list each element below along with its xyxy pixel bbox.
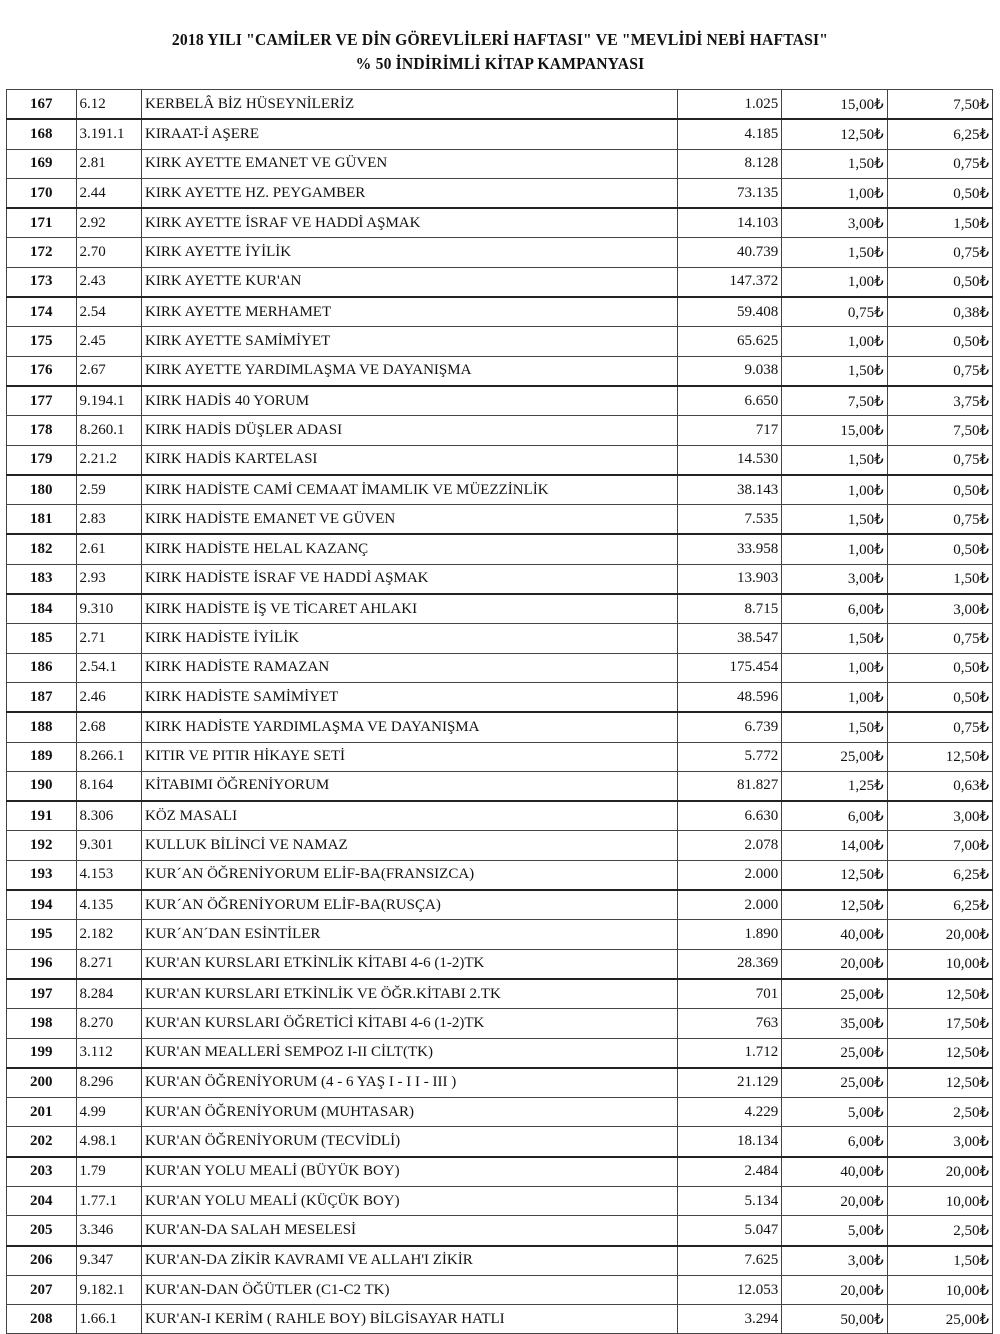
discounted-price: 7,50₺ xyxy=(887,416,992,445)
list-price: 5,00₺ xyxy=(782,1216,887,1246)
document-subtitle: % 50 İNDİRİMLİ KİTAP KAMPANYASI xyxy=(355,54,645,73)
book-code: 2.70 xyxy=(76,238,141,267)
list-price: 20,00₺ xyxy=(782,1186,887,1215)
row-number: 176 xyxy=(7,356,77,386)
list-price: 3,00₺ xyxy=(782,1246,887,1276)
book-code: 4.98.1 xyxy=(76,1127,141,1157)
list-price: 6,00₺ xyxy=(782,801,887,831)
table-row xyxy=(7,682,993,712)
stock-quantity: 18.134 xyxy=(677,1127,781,1157)
book-title: KUR'AN ÖĞRENİYORUM (MUHTASAR) xyxy=(142,1098,678,1127)
stock-quantity: 59.408 xyxy=(677,297,781,327)
table-row xyxy=(7,505,993,535)
book-code: 2.44 xyxy=(76,178,141,208)
document-header xyxy=(0,28,1000,76)
table-row xyxy=(7,890,993,920)
row-number: 193 xyxy=(7,860,77,890)
book-title: KIRK AYETTE İSRAF VE HADDİ AŞMAK xyxy=(142,208,678,238)
discounted-price: 3,00₺ xyxy=(887,801,992,831)
discounted-price: 10,00₺ xyxy=(887,1186,992,1215)
list-price: 1,00₺ xyxy=(782,682,887,712)
table-row xyxy=(7,534,993,564)
table-row xyxy=(7,1038,993,1068)
book-title: KIRK HADİSTE SAMİMİYET xyxy=(142,682,678,712)
book-code: 4.153 xyxy=(76,860,141,890)
row-number: 180 xyxy=(7,475,77,505)
table-row xyxy=(7,1246,993,1276)
table-row xyxy=(7,475,993,505)
discounted-price: 0,50₺ xyxy=(887,475,992,505)
book-code: 2.21.2 xyxy=(76,445,141,475)
book-title: KUR´AN´DAN ESİNTİLER xyxy=(142,920,678,949)
book-title: KUR'AN-DA ZİKİR KAVRAMI VE ALLAH'I ZİKİR xyxy=(142,1246,678,1276)
row-number: 187 xyxy=(7,682,77,712)
book-title: KULLUK BİLİNCİ VE NAMAZ xyxy=(142,831,678,860)
book-code: 1.66.1 xyxy=(76,1305,141,1334)
list-price: 35,00₺ xyxy=(782,1009,887,1038)
book-title: KIRAAT-İ AŞERE xyxy=(142,119,678,149)
stock-quantity: 33.958 xyxy=(677,534,781,564)
book-title: KUR'AN KURSLARI ÖĞRETİCİ KİTABI 4-6 (1-2)TK xyxy=(142,1009,678,1038)
book-code: 4.99 xyxy=(76,1098,141,1127)
discounted-price: 0,75₺ xyxy=(887,505,992,535)
stock-quantity: 3.294 xyxy=(677,1305,781,1334)
discounted-price: 12,50₺ xyxy=(887,979,992,1009)
stock-quantity: 7.625 xyxy=(677,1246,781,1276)
stock-quantity: 28.369 xyxy=(677,949,781,979)
discounted-price: 25,00₺ xyxy=(887,1305,992,1334)
list-price: 0,75₺ xyxy=(782,297,887,327)
book-title: KUR'AN-DAN ÖĞÜTLER (C1-C2 TK) xyxy=(142,1275,678,1304)
book-title: KIRK AYETTE HZ. PEYGAMBER xyxy=(142,178,678,208)
row-number: 192 xyxy=(7,831,77,860)
list-price: 5,00₺ xyxy=(782,1098,887,1127)
book-title: KIRK HADİSTE YARDIMLAŞMA VE DAYANIŞMA xyxy=(142,712,678,742)
stock-quantity: 2.078 xyxy=(677,831,781,860)
stock-quantity: 2.484 xyxy=(677,1157,781,1187)
discounted-price: 2,50₺ xyxy=(887,1216,992,1246)
list-price: 6,00₺ xyxy=(782,594,887,624)
discounted-price: 0,50₺ xyxy=(887,267,992,297)
row-number: 185 xyxy=(7,624,77,653)
book-code: 2.71 xyxy=(76,624,141,653)
row-number: 182 xyxy=(7,534,77,564)
stock-quantity: 7.535 xyxy=(677,505,781,535)
book-code: 2.67 xyxy=(76,356,141,386)
discounted-price: 0,75₺ xyxy=(887,356,992,386)
book-title: KIRK HADİS 40 YORUM xyxy=(142,386,678,416)
discounted-price: 0,50₺ xyxy=(887,534,992,564)
stock-quantity: 21.129 xyxy=(677,1068,781,1098)
book-title: KIRK AYETTE MERHAMET xyxy=(142,297,678,327)
book-title: KIRK HADİSTE CAMİ CEMAAT İMAMLIK VE MÜEZZİNLİK xyxy=(142,475,678,505)
book-title: KIRK HADİSTE EMANET VE GÜVEN xyxy=(142,505,678,535)
table-row xyxy=(7,149,993,178)
row-number: 179 xyxy=(7,445,77,475)
row-number: 174 xyxy=(7,297,77,327)
stock-quantity: 48.596 xyxy=(677,682,781,712)
row-number: 198 xyxy=(7,1009,77,1038)
book-code: 2.61 xyxy=(76,534,141,564)
book-code: 1.79 xyxy=(76,1157,141,1187)
row-number: 184 xyxy=(7,594,77,624)
document-title: 2018 YILI "CAMİLER VE DİN GÖREVLİLERİ HAFTASI" VE "MEVLİDİ NEBİ HAFTASI" xyxy=(171,30,829,49)
list-price: 40,00₺ xyxy=(782,1157,887,1187)
row-number: 195 xyxy=(7,920,77,949)
stock-quantity: 4.229 xyxy=(677,1098,781,1127)
table-row xyxy=(7,445,993,475)
book-code: 6.12 xyxy=(76,90,141,120)
row-number: 200 xyxy=(7,1068,77,1098)
table-row xyxy=(7,1068,993,1098)
stock-quantity: 73.135 xyxy=(677,178,781,208)
list-price: 1,50₺ xyxy=(782,445,887,475)
book-title: KITIR VE PITIR HİKAYE SETİ xyxy=(142,742,678,771)
discounted-price: 0,50₺ xyxy=(887,682,992,712)
table-row xyxy=(7,1186,993,1215)
stock-quantity: 6.739 xyxy=(677,712,781,742)
list-price: 1,00₺ xyxy=(782,267,887,297)
stock-quantity: 6.650 xyxy=(677,386,781,416)
book-title: KIRK HADİSTE İŞ VE TİCARET AHLAKI xyxy=(142,594,678,624)
stock-quantity: 9.038 xyxy=(677,356,781,386)
discounted-price: 12,50₺ xyxy=(887,742,992,771)
table-row xyxy=(7,267,993,297)
stock-quantity: 38.547 xyxy=(677,624,781,653)
list-price: 7,50₺ xyxy=(782,386,887,416)
discounted-price: 0,75₺ xyxy=(887,238,992,267)
list-price: 1,00₺ xyxy=(782,653,887,682)
book-title: KUR'AN-I KERİM ( RAHLE BOY) BİLGİSAYAR HATLI xyxy=(142,1305,678,1334)
list-price: 20,00₺ xyxy=(782,949,887,979)
table-row xyxy=(7,801,993,831)
book-code: 3.191.1 xyxy=(76,119,141,149)
discounted-price: 1,50₺ xyxy=(887,208,992,238)
row-number: 173 xyxy=(7,267,77,297)
discounted-price: 6,25₺ xyxy=(887,890,992,920)
stock-quantity: 14.103 xyxy=(677,208,781,238)
discounted-price: 6,25₺ xyxy=(887,860,992,890)
discounted-price: 12,50₺ xyxy=(887,1068,992,1098)
stock-quantity: 8.715 xyxy=(677,594,781,624)
stock-quantity: 5.772 xyxy=(677,742,781,771)
book-title: KUR'AN-DA SALAH MESELESİ xyxy=(142,1216,678,1246)
discounted-price: 10,00₺ xyxy=(887,1275,992,1304)
book-code: 2.46 xyxy=(76,682,141,712)
table-row xyxy=(7,564,993,594)
table-row xyxy=(7,624,993,653)
table-row xyxy=(7,356,993,386)
list-price: 50,00₺ xyxy=(782,1305,887,1334)
row-number: 203 xyxy=(7,1157,77,1187)
table-row xyxy=(7,208,993,238)
discounted-price: 20,00₺ xyxy=(887,1157,992,1187)
stock-quantity: 717 xyxy=(677,416,781,445)
table-row xyxy=(7,416,993,445)
book-title: KÖZ MASALI xyxy=(142,801,678,831)
discounted-price: 3,00₺ xyxy=(887,594,992,624)
table-row xyxy=(7,1216,993,1246)
stock-quantity: 5.047 xyxy=(677,1216,781,1246)
book-title: KIRK AYETTE İYİLİK xyxy=(142,238,678,267)
discounted-price: 0,50₺ xyxy=(887,327,992,356)
row-number: 208 xyxy=(7,1305,77,1334)
book-title: KIRK AYETTE YARDIMLAŞMA VE DAYANIŞMA xyxy=(142,356,678,386)
list-price: 25,00₺ xyxy=(782,742,887,771)
list-price: 1,50₺ xyxy=(782,149,887,178)
list-price: 3,00₺ xyxy=(782,564,887,594)
row-number: 202 xyxy=(7,1127,77,1157)
book-title: KUR'AN YOLU MEALİ (BÜYÜK BOY) xyxy=(142,1157,678,1187)
book-code: 2.45 xyxy=(76,327,141,356)
book-title: KUR'AN MEALLERİ SEMPOZ I-II CİLT(TK) xyxy=(142,1038,678,1068)
stock-quantity: 38.143 xyxy=(677,475,781,505)
book-title: KUR'AN KURSLARI ETKİNLİK KİTABI 4-6 (1-2)TK xyxy=(142,949,678,979)
list-price: 1,50₺ xyxy=(782,624,887,653)
table-row xyxy=(7,1305,993,1334)
row-number: 175 xyxy=(7,327,77,356)
row-number: 186 xyxy=(7,653,77,682)
list-price: 1,25₺ xyxy=(782,771,887,801)
book-code: 2.59 xyxy=(76,475,141,505)
table-row xyxy=(7,1009,993,1038)
book-code: 2.92 xyxy=(76,208,141,238)
row-number: 172 xyxy=(7,238,77,267)
discounted-price: 0,75₺ xyxy=(887,624,992,653)
table-row xyxy=(7,297,993,327)
discounted-price: 0,75₺ xyxy=(887,712,992,742)
book-code: 8.164 xyxy=(76,771,141,801)
table-row xyxy=(7,831,993,860)
book-title: KİTABIMI ÖĞRENİYORUM xyxy=(142,771,678,801)
table-row xyxy=(7,90,993,120)
list-price: 25,00₺ xyxy=(782,979,887,1009)
row-number: 167 xyxy=(7,90,77,120)
book-title: KUR'AN YOLU MEALİ (KÜÇÜK BOY) xyxy=(142,1186,678,1215)
table-row xyxy=(7,1127,993,1157)
row-number: 168 xyxy=(7,119,77,149)
row-number: 190 xyxy=(7,771,77,801)
stock-quantity: 13.903 xyxy=(677,564,781,594)
book-title: KERBELÂ BİZ HÜSEYNİLERİZ xyxy=(142,90,678,120)
book-code: 2.81 xyxy=(76,149,141,178)
list-price: 1,00₺ xyxy=(782,534,887,564)
book-title: KUR'AN ÖĞRENİYORUM (4 - 6 YAŞ I - I I - III ) xyxy=(142,1068,678,1098)
list-price: 25,00₺ xyxy=(782,1038,887,1068)
list-price: 6,00₺ xyxy=(782,1127,887,1157)
book-title: KUR'AN ÖĞRENİYORUM (TECVİDLİ) xyxy=(142,1127,678,1157)
row-number: 170 xyxy=(7,178,77,208)
book-code: 8.266.1 xyxy=(76,742,141,771)
stock-quantity: 14.530 xyxy=(677,445,781,475)
book-price-table xyxy=(6,89,993,1334)
table-row xyxy=(7,979,993,1009)
book-title: KUR'AN KURSLARI ETKİNLİK VE ÖĞR.KİTABI 2.TK xyxy=(142,979,678,1009)
book-title: KIRK HADİSTE HELAL KAZANÇ xyxy=(142,534,678,564)
book-code: 2.43 xyxy=(76,267,141,297)
table-body xyxy=(7,90,993,1334)
stock-quantity: 2.000 xyxy=(677,860,781,890)
stock-quantity: 6.630 xyxy=(677,801,781,831)
book-code: 3.346 xyxy=(76,1216,141,1246)
stock-quantity: 175.454 xyxy=(677,653,781,682)
table-row xyxy=(7,771,993,801)
stock-quantity: 8.128 xyxy=(677,149,781,178)
book-code: 4.135 xyxy=(76,890,141,920)
row-number: 197 xyxy=(7,979,77,1009)
list-price: 1,50₺ xyxy=(782,712,887,742)
row-number: 201 xyxy=(7,1098,77,1127)
book-title: KIRK HADİSTE RAMAZAN xyxy=(142,653,678,682)
row-number: 204 xyxy=(7,1186,77,1215)
book-code: 1.77.1 xyxy=(76,1186,141,1215)
row-number: 189 xyxy=(7,742,77,771)
list-price: 3,00₺ xyxy=(782,208,887,238)
list-price: 12,50₺ xyxy=(782,890,887,920)
book-code: 8.284 xyxy=(76,979,141,1009)
table-row xyxy=(7,712,993,742)
discounted-price: 3,00₺ xyxy=(887,1127,992,1157)
row-number: 178 xyxy=(7,416,77,445)
book-code: 8.260.1 xyxy=(76,416,141,445)
list-price: 14,00₺ xyxy=(782,831,887,860)
discounted-price: 2,50₺ xyxy=(887,1098,992,1127)
discounted-price: 12,50₺ xyxy=(887,1038,992,1068)
list-price: 12,50₺ xyxy=(782,119,887,149)
stock-quantity: 5.134 xyxy=(677,1186,781,1215)
stock-quantity: 1.712 xyxy=(677,1038,781,1068)
row-number: 207 xyxy=(7,1275,77,1304)
row-number: 205 xyxy=(7,1216,77,1246)
book-title: KIRK AYETTE SAMİMİYET xyxy=(142,327,678,356)
book-code: 2.93 xyxy=(76,564,141,594)
book-title: KIRK HADİSTE İYİLİK xyxy=(142,624,678,653)
list-price: 1,50₺ xyxy=(782,238,887,267)
discounted-price: 20,00₺ xyxy=(887,920,992,949)
book-code: 9.301 xyxy=(76,831,141,860)
book-code: 9.310 xyxy=(76,594,141,624)
discounted-price: 1,50₺ xyxy=(887,1246,992,1276)
table-row xyxy=(7,742,993,771)
list-price: 12,50₺ xyxy=(782,860,887,890)
list-price: 40,00₺ xyxy=(782,920,887,949)
row-number: 194 xyxy=(7,890,77,920)
book-code: 9.182.1 xyxy=(76,1275,141,1304)
stock-quantity: 763 xyxy=(677,1009,781,1038)
discounted-price: 0,50₺ xyxy=(887,178,992,208)
stock-quantity: 65.625 xyxy=(677,327,781,356)
stock-quantity: 12.053 xyxy=(677,1275,781,1304)
book-code: 9.194.1 xyxy=(76,386,141,416)
table-row xyxy=(7,1275,993,1304)
book-code: 2.54.1 xyxy=(76,653,141,682)
book-code: 8.271 xyxy=(76,949,141,979)
book-title: KIRK HADİS KARTELASI xyxy=(142,445,678,475)
row-number: 188 xyxy=(7,712,77,742)
discounted-price: 6,25₺ xyxy=(887,119,992,149)
table-row xyxy=(7,178,993,208)
table-row xyxy=(7,238,993,267)
book-code: 2.68 xyxy=(76,712,141,742)
table-row xyxy=(7,594,993,624)
list-price: 25,00₺ xyxy=(782,1068,887,1098)
table-row xyxy=(7,653,993,682)
table-row xyxy=(7,119,993,149)
table-row xyxy=(7,1157,993,1187)
list-price: 15,00₺ xyxy=(782,416,887,445)
table-row xyxy=(7,1098,993,1127)
table-row xyxy=(7,920,993,949)
book-title: KUR´AN ÖĞRENİYORUM ELİF-BA(FRANSIZCA) xyxy=(142,860,678,890)
book-title: KIRK HADİSTE İSRAF VE HADDİ AŞMAK xyxy=(142,564,678,594)
discounted-price: 0,50₺ xyxy=(887,653,992,682)
row-number: 206 xyxy=(7,1246,77,1276)
list-price: 1,00₺ xyxy=(782,178,887,208)
discounted-price: 3,75₺ xyxy=(887,386,992,416)
discounted-price: 0,63₺ xyxy=(887,771,992,801)
book-code: 3.112 xyxy=(76,1038,141,1068)
discounted-price: 7,50₺ xyxy=(887,90,992,120)
list-price: 1,00₺ xyxy=(782,327,887,356)
stock-quantity: 81.827 xyxy=(677,771,781,801)
row-number: 169 xyxy=(7,149,77,178)
book-code: 9.347 xyxy=(76,1246,141,1276)
list-price: 15,00₺ xyxy=(782,90,887,120)
book-code: 8.306 xyxy=(76,801,141,831)
book-code: 2.182 xyxy=(76,920,141,949)
row-number: 177 xyxy=(7,386,77,416)
stock-quantity: 701 xyxy=(677,979,781,1009)
stock-quantity: 147.372 xyxy=(677,267,781,297)
discounted-price: 0,75₺ xyxy=(887,445,992,475)
discounted-price: 0,38₺ xyxy=(887,297,992,327)
table-row xyxy=(7,860,993,890)
row-number: 183 xyxy=(7,564,77,594)
book-title: KIRK AYETTE KUR'AN xyxy=(142,267,678,297)
list-price: 1,00₺ xyxy=(782,475,887,505)
list-price: 20,00₺ xyxy=(782,1275,887,1304)
discounted-price: 0,75₺ xyxy=(887,149,992,178)
stock-quantity: 40.739 xyxy=(677,238,781,267)
list-price: 1,50₺ xyxy=(782,356,887,386)
table-row xyxy=(7,949,993,979)
discounted-price: 10,00₺ xyxy=(887,949,992,979)
discounted-price: 1,50₺ xyxy=(887,564,992,594)
book-code: 2.83 xyxy=(76,505,141,535)
stock-quantity: 1.025 xyxy=(677,90,781,120)
stock-quantity: 4.185 xyxy=(677,119,781,149)
row-number: 181 xyxy=(7,505,77,535)
table-row xyxy=(7,327,993,356)
stock-quantity: 2.000 xyxy=(677,890,781,920)
discounted-price: 17,50₺ xyxy=(887,1009,992,1038)
row-number: 196 xyxy=(7,949,77,979)
row-number: 199 xyxy=(7,1038,77,1068)
book-title: KUR´AN ÖĞRENİYORUM ELİF-BA(RUSÇA) xyxy=(142,890,678,920)
row-number: 171 xyxy=(7,208,77,238)
list-price: 1,50₺ xyxy=(782,505,887,535)
table-row xyxy=(7,386,993,416)
row-number: 191 xyxy=(7,801,77,831)
discounted-price: 7,00₺ xyxy=(887,831,992,860)
book-code: 8.296 xyxy=(76,1068,141,1098)
book-code: 2.54 xyxy=(76,297,141,327)
book-title: KIRK AYETTE EMANET VE GÜVEN xyxy=(142,149,678,178)
stock-quantity: 1.890 xyxy=(677,920,781,949)
book-title: KIRK HADİS DÜŞLER ADASI xyxy=(142,416,678,445)
book-code: 8.270 xyxy=(76,1009,141,1038)
